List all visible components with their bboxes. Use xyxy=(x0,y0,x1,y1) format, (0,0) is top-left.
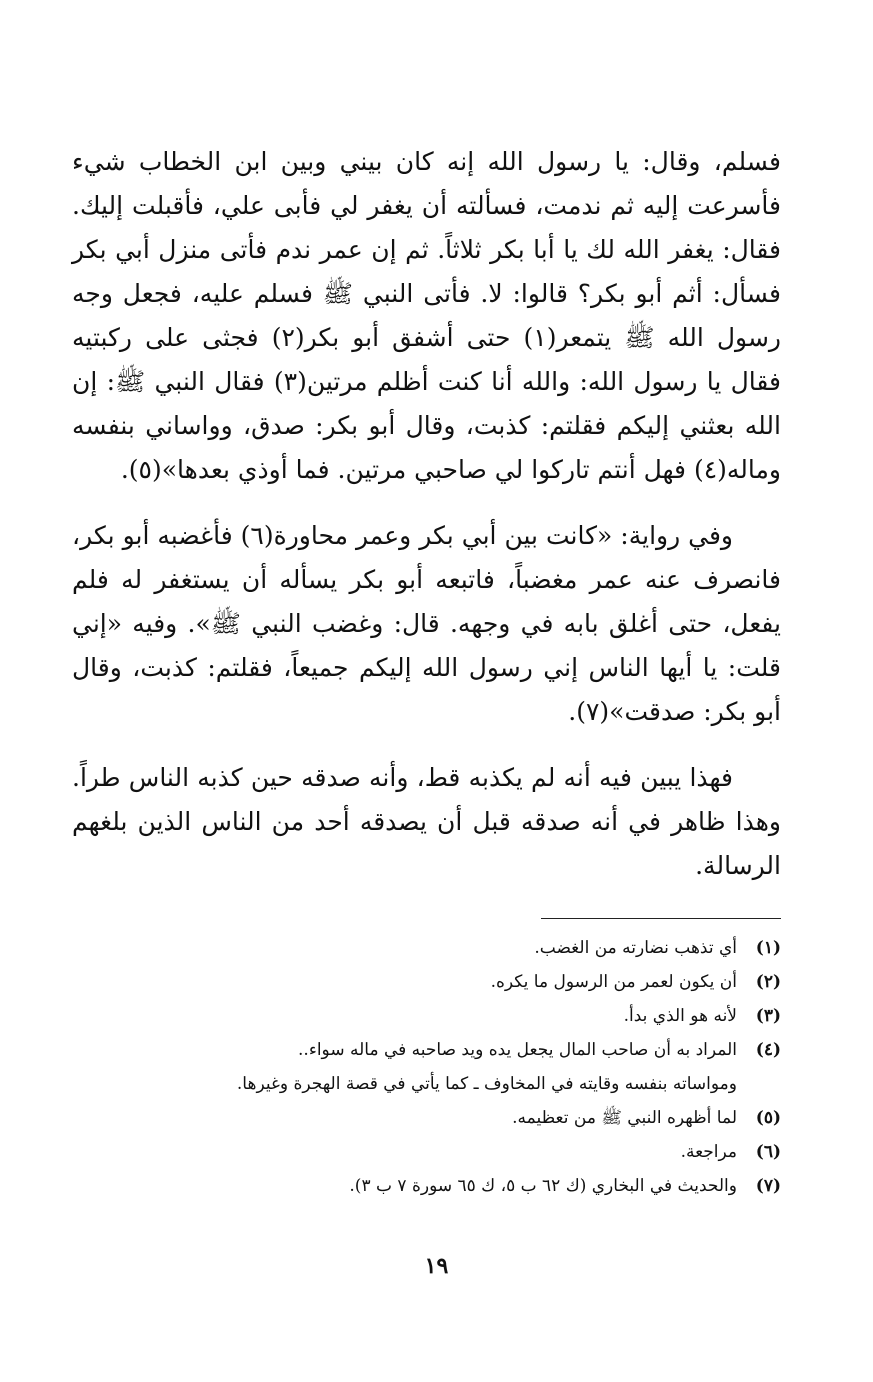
footnote-text: لما أظهره النبي ﷺ من تعظيمه. xyxy=(512,1108,737,1128)
footnote-number: (٥) xyxy=(755,1108,781,1128)
footnote-3 xyxy=(72,999,781,1033)
paragraph-3: فهذا يبين فيه أنه لم يكذبه قط، وأنه صدقه حين كذبه الناس طراً. وهذا ظاهر في أنه صدقه قبل أن يصدقه أحد من الناس الذين بلغهم الرسالة. xyxy=(72,763,781,880)
footnote-number: (٧) xyxy=(755,1176,781,1196)
paragraph-2: وفي رواية: «كانت بين أبي بكر وعمر محاورة(٦) فأغضبه أبو بكر، فانصرف عنه عمر مغضباً، فاتبعه أبو بكر يسأله أن يستغفر له فلم يفعل، حتى أغلق بابه في وجهه. قال: وغضب النبي ﷺ». وفيه «إني قلت: يا أيها الناس إني رسول الله إليكم جميعاً، فقلتم: كذبت، وقال أبو بكر: صدقت»(٧). xyxy=(72,521,781,726)
footnote-2 xyxy=(72,965,781,999)
footnote-text: المراد به أن صاحب المال يجعل يده ويد صاحبه في ماله سواء.. xyxy=(298,1040,737,1060)
footnote-number: (١) xyxy=(755,938,781,958)
footnote-7 xyxy=(72,1169,781,1203)
footnote-text: مراجعة. xyxy=(680,1142,737,1162)
paragraph-1: فسلم، وقال: يا رسول الله إنه كان بيني وبين ابن الخطاب شيء فأسرعت إليه ثم ندمت، فسألته أن يغفر لي فأبى علي، فأقبلت إليك. فقال: يغفر الله لك يا أبا بكر ثلاثاً. ثم إن عمر ندم فأتى منزل أبي بكر فسأل: أثم أبو بكر؟ قالوا: لا. فأتى النبي ﷺ فسلم عليه، فجعل وجه رسول الله ﷺ يتمعر(١) حتى أشفق أبو بكر(٢) فجثى على ركبتيه فقال يا رسول الله: والله أنا كنت أظلم مرتين(٣) فقال النبي ﷺ: إن الله بعثني إليكم فقلتم: كذبت، وقال أبو بكر: صدق، وواساني بنفسه وماله(٤) فهل أنتم تاركوا لي صاحبي مرتين. فما أوذي بعدها»(٥). xyxy=(72,147,781,484)
footnote-text: والحديث في البخاري (ك ٦٢ ب ٥، ك ٦٥ سورة ٧ ب ٣). xyxy=(349,1176,737,1196)
footnote-number: (٤) xyxy=(755,1040,781,1060)
footnote-1 xyxy=(72,931,781,965)
footnotes xyxy=(72,931,781,1203)
footnote-number: (٦) xyxy=(755,1142,781,1162)
footnote-number: (٣) xyxy=(755,1006,781,1026)
footnote-separator xyxy=(541,918,781,919)
footnote-text: لأنه هو الذي بدأ. xyxy=(623,1006,737,1026)
footnote-continuation: ومواساته بنفسه وقايته في المخاوف ـ كما يأتي في قصة الهجرة وغيرها. xyxy=(236,1074,737,1094)
footnote-text: أن يكون لعمر من الرسول ما يكره. xyxy=(490,972,737,992)
footnote-4 xyxy=(72,1033,781,1101)
page-number: ١٩ xyxy=(424,1253,449,1279)
footnote-6 xyxy=(72,1135,781,1169)
footnote-text: أي تذهب نضارته من الغضب. xyxy=(534,938,737,958)
footnote-number: (٢) xyxy=(755,972,781,992)
footnote-5 xyxy=(72,1101,781,1135)
